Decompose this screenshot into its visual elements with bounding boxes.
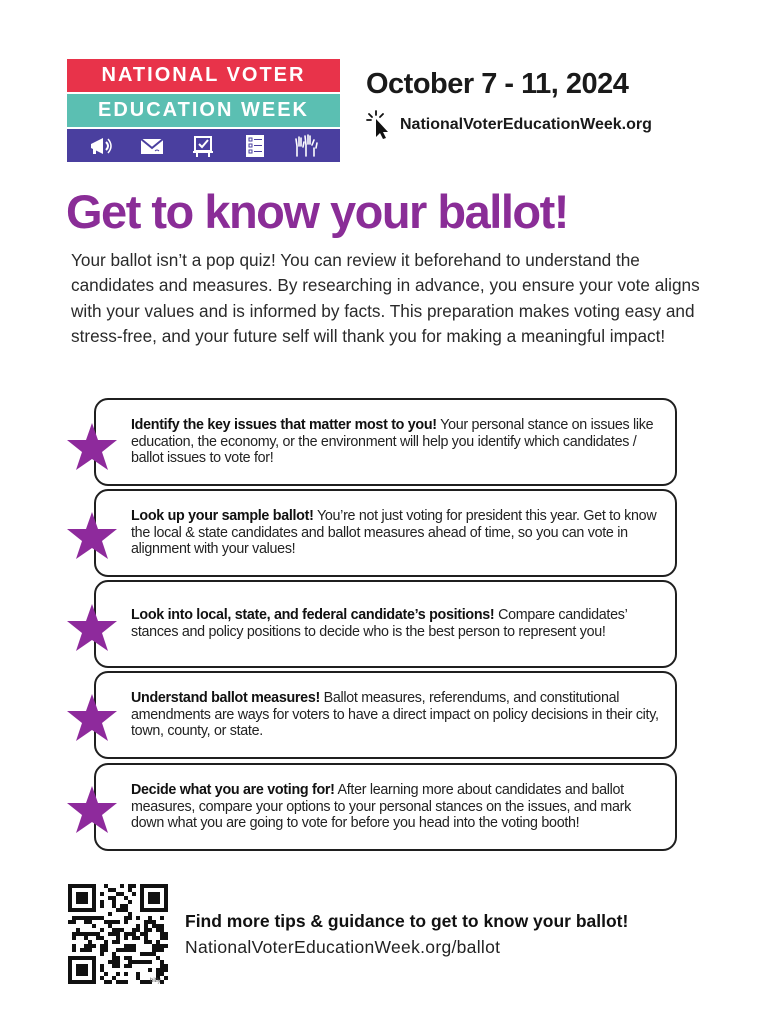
ballot-box-icon	[190, 134, 216, 158]
envelope-ballot-icon	[139, 134, 165, 158]
tip-card-identify-issues	[94, 398, 677, 486]
tip-text	[131, 417, 665, 467]
tip-text	[131, 690, 665, 740]
intro-paragraph: Your ballot isn’t a pop quiz! You can review it beforehand to understand the candidates and measures. By researching in advance, you ensure your vote aligns with your values and is informed by facts. This preparation makes voting easy and stress-free, and your future self will thank you for making a meaningful impact!	[71, 250, 700, 346]
raised-hands-icon	[293, 134, 319, 158]
tip-title: Decide what you are voting for!	[131, 781, 335, 798]
tip-text	[131, 782, 665, 832]
logo-icon-row	[67, 129, 340, 162]
tip-body: Compare candidates’ stances and policy positions to decide who is the best person to represent you!	[131, 607, 627, 640]
page-title: Get to know your ballot!	[66, 185, 568, 238]
qr-code[interactable]	[68, 884, 168, 984]
star-icon	[66, 785, 118, 835]
tip-title: Identify the key issues that matter most to you!	[131, 416, 437, 433]
footer-title: Find more tips & guidance to get to know your ballot!	[185, 911, 629, 931]
cursor-click-icon	[366, 110, 392, 140]
tip-body: After learning more about candidates and ballot measures, compare your options to your personal stances on the issues, and mark down what you are going to vote for before you head into the voting booth!	[131, 781, 631, 832]
tip-body: Ballot measures, referendums, and constitutional amendments are ways for voters to have a direct impact on policy decisions in their city, town, county, or state.	[131, 689, 659, 740]
tip-card-candidate-positions	[94, 580, 677, 668]
tip-card-ballot-measures	[94, 671, 677, 759]
logo-line-1: NATIONAL VOTER	[67, 59, 340, 92]
nvew-logo	[67, 59, 340, 162]
tip-title: Look up your sample ballot!	[131, 507, 314, 524]
star-icon	[66, 511, 118, 561]
tip-title: Understand ballot measures!	[131, 689, 320, 706]
checklist-icon	[242, 134, 268, 158]
qr-brand-label: bitly	[150, 978, 161, 984]
megaphone-icon	[88, 134, 114, 158]
logo-line-2: EDUCATION WEEK	[67, 94, 340, 127]
tip-card-sample-ballot	[94, 489, 677, 577]
website-link[interactable]: NationalVoterEducationWeek.org	[400, 116, 652, 133]
footer-url-link[interactable]: NationalVoterEducationWeek.org/ballot	[185, 937, 501, 957]
website-line	[366, 110, 652, 140]
tip-text	[131, 607, 665, 641]
star-icon	[66, 603, 118, 653]
tip-text	[131, 508, 665, 558]
tip-body: Your personal stance on issues like education, the economy, or the environment will help you identify which candidates / ballot issues to vote for!	[131, 416, 654, 467]
tip-title: Look into local, state, and federal candidate’s positions!	[131, 607, 495, 624]
tip-body: You’re not just voting for president this year. Get to know the local & state candidates and ballot measures ahead of time, so you can vote in alignment with your values!	[131, 507, 657, 558]
star-icon	[66, 422, 118, 472]
event-dates: October 7 - 11, 2024	[366, 68, 629, 100]
star-icon	[66, 693, 118, 743]
tip-card-decide-vote	[94, 763, 677, 851]
